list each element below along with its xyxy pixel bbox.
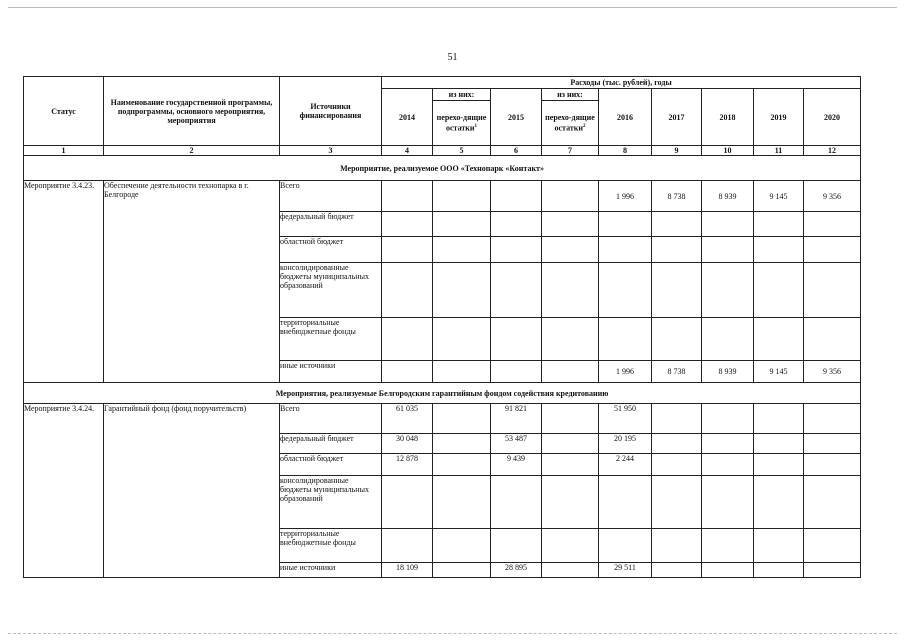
value-cell [433, 212, 491, 237]
value-cell [433, 454, 491, 476]
value-cell: 8 738 [652, 361, 702, 383]
page-top-edge [8, 7, 897, 8]
value-cell [652, 476, 702, 529]
page-number: 51 [447, 52, 458, 63]
funding-source: консолидированные бюджеты муниципальных образований [280, 476, 382, 529]
header-year-2018: 2018 [702, 89, 754, 146]
value-cell: 9 145 [754, 361, 804, 383]
header-of-which-1: из них: [433, 89, 491, 101]
value-cell [491, 529, 542, 563]
column-number: 7 [542, 146, 599, 156]
measure-name: Обеспечение деятельности технопарка в г. Белгороде [104, 181, 280, 383]
value-cell [542, 563, 599, 578]
carryover-text: перехо-дящие остатки [436, 113, 487, 133]
value-cell [433, 263, 491, 318]
section-title: Мероприятия, реализуемые Белгородским гарантийным фондом содействия кредитованию [24, 383, 861, 404]
column-number: 5 [433, 146, 491, 156]
column-number: 4 [382, 146, 433, 156]
funding-source: территориальные внебюджетные фонды [280, 529, 382, 563]
value-cell [433, 181, 491, 212]
value-cell [754, 454, 804, 476]
funding-source: областной бюджет [280, 237, 382, 263]
value-cell [542, 212, 599, 237]
value-cell: 1 996 [599, 181, 652, 212]
value-cell [382, 318, 433, 361]
value-cell [804, 212, 861, 237]
value-cell [491, 212, 542, 237]
value-cell [433, 476, 491, 529]
value-cell [542, 263, 599, 318]
page-bottom-edge [8, 633, 897, 634]
value-cell: 2 244 [599, 454, 652, 476]
value-cell: 51 950 [599, 404, 652, 434]
value-cell: 30 048 [382, 434, 433, 454]
value-cell [754, 529, 804, 563]
value-cell: 18 109 [382, 563, 433, 578]
funding-source: федеральный бюджет [280, 434, 382, 454]
value-cell [652, 212, 702, 237]
column-number: 10 [702, 146, 754, 156]
funding-source: иные источники [280, 361, 382, 383]
value-cell [652, 434, 702, 454]
value-cell [599, 237, 652, 263]
funding-table [23, 76, 861, 578]
value-cell [491, 181, 542, 212]
column-number: 3 [280, 146, 382, 156]
header-carryover-2 [542, 101, 599, 146]
value-cell [702, 563, 754, 578]
value-cell: 8 738 [652, 181, 702, 212]
value-cell [754, 404, 804, 434]
funding-source: федеральный бюджет [280, 212, 382, 237]
funding-source: территориальные внебюджетные фонды [280, 318, 382, 361]
value-cell [491, 361, 542, 383]
value-cell [542, 404, 599, 434]
value-cell: 53 487 [491, 434, 542, 454]
header-carryover-1 [433, 101, 491, 146]
value-cell [754, 476, 804, 529]
value-cell [804, 529, 861, 563]
value-cell [599, 476, 652, 529]
value-cell: 12 878 [382, 454, 433, 476]
value-cell [491, 318, 542, 361]
value-cell [804, 454, 861, 476]
value-cell [599, 318, 652, 361]
value-cell [382, 181, 433, 212]
value-cell [804, 563, 861, 578]
value-cell [382, 361, 433, 383]
value-cell [542, 181, 599, 212]
value-cell [542, 476, 599, 529]
footnote-2: 2 [583, 124, 586, 130]
value-cell: 8 939 [702, 361, 754, 383]
value-cell [382, 476, 433, 529]
value-cell [542, 318, 599, 361]
value-cell [702, 454, 754, 476]
column-number: 9 [652, 146, 702, 156]
header-year-2016: 2016 [599, 89, 652, 146]
value-cell [542, 529, 599, 563]
header-of-which-2: из них: [542, 89, 599, 101]
funding-source: областной бюджет [280, 454, 382, 476]
column-number: 2 [104, 146, 280, 156]
value-cell [702, 404, 754, 434]
footnote-1: 1 [474, 124, 478, 130]
value-cell [433, 237, 491, 263]
column-number-row [24, 146, 861, 156]
header-year-2017: 2017 [652, 89, 702, 146]
value-cell [433, 404, 491, 434]
value-cell: 9 439 [491, 454, 542, 476]
header-year-2020: 2020 [804, 89, 861, 146]
value-cell [652, 563, 702, 578]
column-number: 1 [24, 146, 104, 156]
funding-source: иные источники [280, 563, 382, 578]
value-cell: 1 996 [599, 361, 652, 383]
value-cell [599, 212, 652, 237]
value-cell [382, 212, 433, 237]
header-year-2015: 2015 [491, 89, 542, 146]
value-cell [433, 318, 491, 361]
value-cell [599, 529, 652, 563]
value-cell: 29 511 [599, 563, 652, 578]
value-cell [702, 529, 754, 563]
value-cell [754, 263, 804, 318]
value-cell [652, 404, 702, 434]
value-cell [542, 434, 599, 454]
value-cell [702, 318, 754, 361]
header-sources: Источники финансирования [280, 77, 382, 146]
value-cell: 20 195 [599, 434, 652, 454]
table-row [24, 181, 861, 212]
value-cell: 8 939 [702, 181, 754, 212]
value-cell [491, 476, 542, 529]
value-cell [804, 476, 861, 529]
funding-source: Всего [280, 404, 382, 434]
value-cell [652, 263, 702, 318]
value-cell [542, 454, 599, 476]
value-cell [652, 454, 702, 476]
value-cell [491, 263, 542, 318]
value-cell [754, 237, 804, 263]
value-cell [491, 237, 542, 263]
column-number: 12 [804, 146, 861, 156]
value-cell [754, 563, 804, 578]
funding-source: консолидированные бюджеты муниципальных образований [280, 263, 382, 318]
value-cell: 91 821 [491, 404, 542, 434]
value-cell [382, 263, 433, 318]
column-number: 8 [599, 146, 652, 156]
value-cell: 9 145 [754, 181, 804, 212]
header-year-2019: 2019 [754, 89, 804, 146]
measure-status: Мероприятие 3.4.23. [24, 181, 104, 383]
value-cell [702, 212, 754, 237]
value-cell [542, 361, 599, 383]
value-cell [754, 434, 804, 454]
value-cell [702, 237, 754, 263]
column-number: 11 [754, 146, 804, 156]
value-cell [382, 237, 433, 263]
value-cell [754, 318, 804, 361]
value-cell: 28 895 [491, 563, 542, 578]
header-name: Наименование государственной программы, подпрограммы, основного мероприятия, мероприятия [104, 77, 280, 146]
value-cell [652, 529, 702, 563]
value-cell [599, 263, 652, 318]
value-cell [804, 237, 861, 263]
funding-source: Всего [280, 181, 382, 212]
value-cell [433, 434, 491, 454]
value-cell [804, 434, 861, 454]
header-year-2014: 2014 [382, 89, 433, 146]
value-cell: 61 035 [382, 404, 433, 434]
carryover-text: перехо-дящие остатки [545, 113, 595, 133]
column-number: 6 [491, 146, 542, 156]
header-expenses: Расходы (тыс. рублей), годы [382, 77, 861, 89]
value-cell [652, 237, 702, 263]
value-cell: 9 356 [804, 181, 861, 212]
value-cell [433, 361, 491, 383]
value-cell [433, 529, 491, 563]
section-title: Мероприятие, реализуемое ООО «Технопарк «Контакт» [24, 156, 861, 181]
value-cell [804, 318, 861, 361]
header-status: Статус [24, 77, 104, 146]
value-cell [652, 318, 702, 361]
table-row [24, 404, 861, 434]
value-cell: 9 356 [804, 361, 861, 383]
value-cell [433, 563, 491, 578]
value-cell [382, 529, 433, 563]
measure-name: Гарантийный фонд (фонд поручительств) [104, 404, 280, 578]
value-cell [702, 476, 754, 529]
measure-status: Мероприятие 3.4.24. [24, 404, 104, 578]
value-cell [804, 263, 861, 318]
value-cell [804, 404, 861, 434]
value-cell [542, 237, 599, 263]
value-cell [702, 434, 754, 454]
value-cell [702, 263, 754, 318]
value-cell [754, 212, 804, 237]
